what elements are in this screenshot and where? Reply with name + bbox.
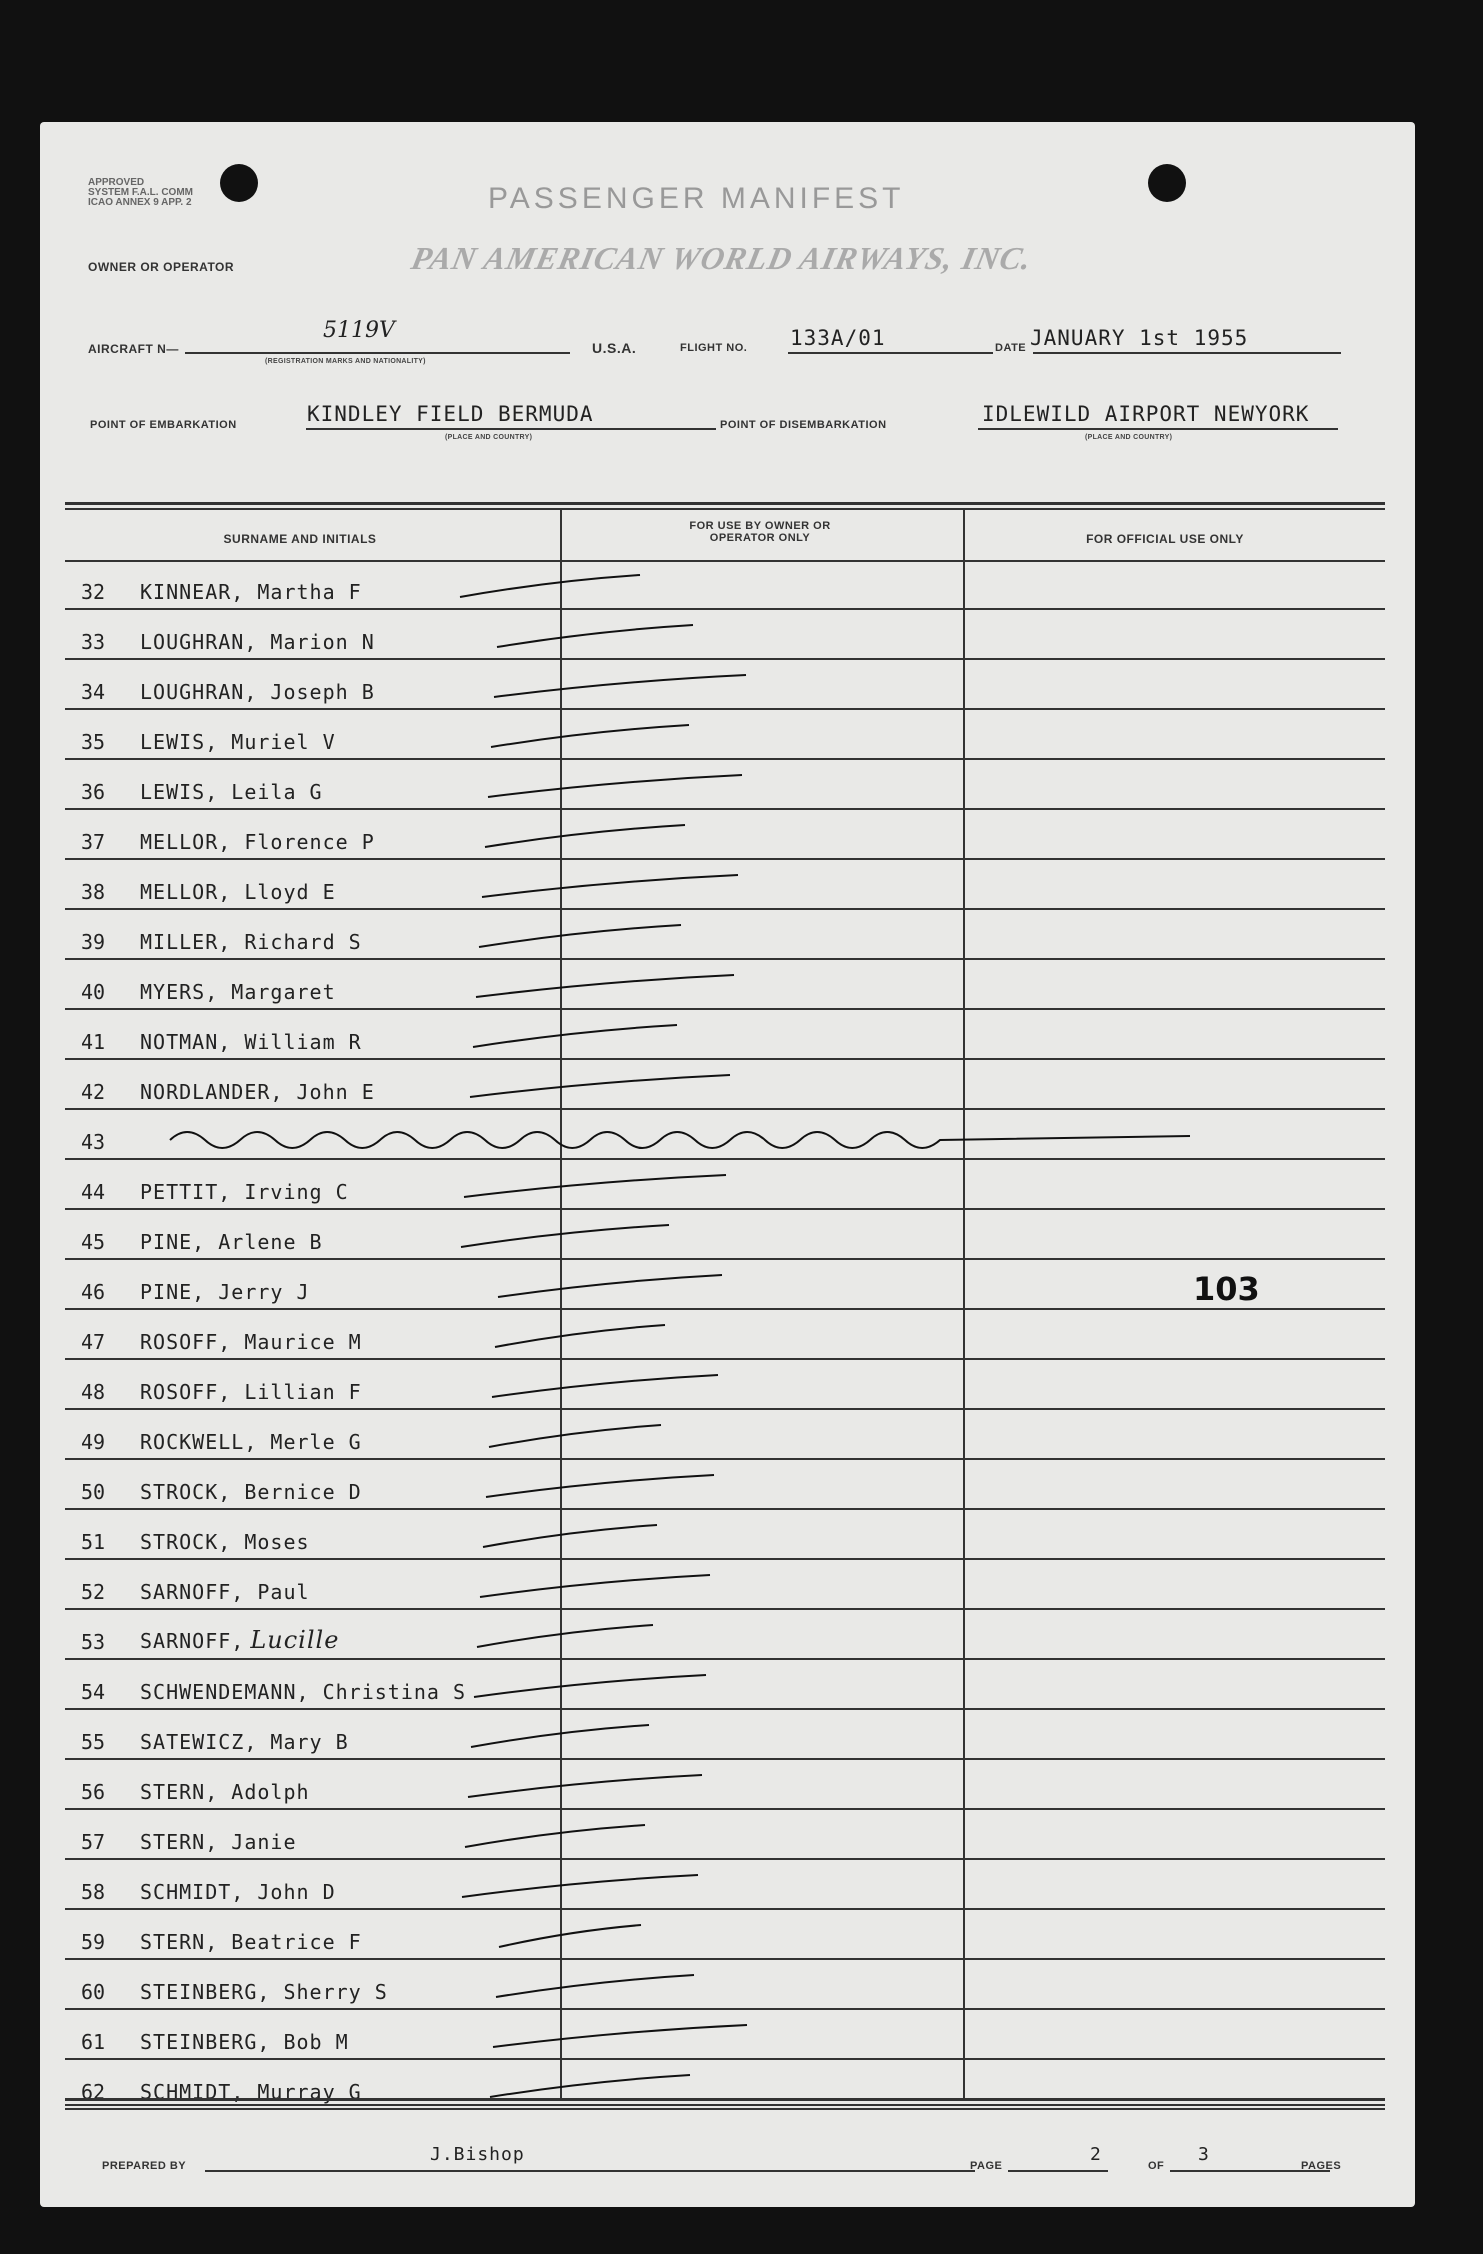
- passenger-name-text: STERN, Janie: [140, 1830, 297, 1854]
- check-mark: [494, 675, 746, 697]
- owner-label: OWNER OR OPERATOR: [88, 260, 235, 274]
- passenger-name-text: SCHMIDT, John D: [140, 1880, 336, 1904]
- passenger-name-text: STEINBERG, Bob M: [140, 2030, 349, 2054]
- disembark-sublabel: (PLACE AND COUNTRY): [1085, 434, 1173, 441]
- row-number: 57: [80, 1830, 106, 1854]
- column-header-owner: FOR USE BY OWNER OR OPERATOR ONLY: [689, 520, 831, 544]
- row-number: 49: [80, 1430, 106, 1454]
- row-number: 50: [80, 1480, 106, 1504]
- row-number: 47: [80, 1330, 106, 1354]
- prepared-label: PREPARED BY: [102, 2160, 187, 2172]
- check-mark: [493, 2025, 747, 2047]
- passenger-name-text: SARNOFF, Paul: [140, 1580, 310, 1604]
- passenger-name-text: ROCKWELL, Merle G: [140, 1430, 362, 1454]
- check-mark: [483, 1525, 657, 1547]
- row-number: 59: [80, 1930, 106, 1954]
- check-mark: [471, 1725, 649, 1747]
- flight-label: FLIGHT NO.: [680, 342, 748, 354]
- row-number: 35: [80, 730, 106, 754]
- passenger-name-text: NOTMAN, William R: [140, 1030, 362, 1054]
- row-number: 42: [80, 1080, 106, 1104]
- row-number: 58: [80, 1880, 106, 1904]
- passenger-name-text: ROSOFF, Lillian F: [140, 1380, 362, 1404]
- passenger-name-text: STERN, Adolph: [140, 1780, 310, 1804]
- row-number: 33: [80, 630, 106, 654]
- embark-value: KINDLEY FIELD BERMUDA: [307, 402, 594, 426]
- aircraft-sublabel: (REGISTRATION MARKS AND NATIONALITY): [265, 358, 426, 365]
- passenger-name-text: MELLOR, Florence P: [140, 830, 375, 854]
- aircraft-label: AIRCRAFT N—: [88, 342, 179, 356]
- strike-through-mark: [170, 1132, 1190, 1148]
- row-number: 39: [80, 930, 106, 954]
- check-mark: [490, 2075, 690, 2097]
- check-mark: [489, 1425, 661, 1447]
- row-number: 41: [80, 1030, 106, 1054]
- column-header-official: FOR OFFICIAL USE ONLY: [1086, 532, 1244, 546]
- row-number: 40: [80, 980, 106, 1004]
- check-mark: [499, 1925, 641, 1947]
- passenger-name-text: SCHMIDT, Murray G: [140, 2080, 362, 2104]
- passenger-name-text: MYERS, Margaret: [140, 980, 336, 1004]
- page-title: PASSENGER MANIFEST: [488, 182, 905, 215]
- check-mark: [485, 825, 685, 847]
- manifest-sheet: [40, 122, 1415, 2207]
- row-number: 48: [80, 1380, 106, 1404]
- row-number: 32: [80, 580, 106, 604]
- handwritten-name: Lucille: [250, 1626, 340, 1654]
- flight-value: 133A/01: [790, 326, 886, 350]
- embark-label: POINT OF EMBARKATION: [90, 419, 237, 431]
- usa-label: U.S.A.: [592, 340, 637, 356]
- check-mark: [464, 1175, 726, 1197]
- check-mark: [486, 1475, 714, 1497]
- pen-check-marks: [40, 122, 1415, 2207]
- row-number: 34: [80, 680, 106, 704]
- disembark-value: IDLEWILD AIRPORT NEWYORK: [982, 402, 1310, 426]
- aircraft-value: 5119V: [323, 318, 395, 343]
- check-mark: [497, 625, 693, 647]
- of-value: 3: [1198, 2144, 1210, 2165]
- embark-sublabel: (PLACE AND COUNTRY): [445, 434, 533, 441]
- row-number: 46: [80, 1280, 106, 1304]
- check-mark: [474, 1675, 706, 1697]
- page-value: 2: [1090, 2144, 1102, 2165]
- passenger-name-text: SATEWICZ, Mary B: [140, 1730, 349, 1754]
- check-mark: [491, 725, 689, 747]
- row-number: 44: [80, 1180, 106, 1204]
- check-mark: [492, 1375, 718, 1397]
- row-number: 37: [80, 830, 106, 854]
- row-number: 54: [80, 1680, 106, 1704]
- check-mark: [477, 1625, 653, 1647]
- row-number: 62: [80, 2080, 106, 2104]
- passenger-name-text: STROCK, Moses: [140, 1530, 310, 1554]
- passenger-name-text: PINE, Arlene B: [140, 1230, 323, 1254]
- check-mark: [480, 1575, 710, 1597]
- row-number: 55: [80, 1730, 106, 1754]
- passenger-name-text: ROSOFF, Maurice M: [140, 1330, 362, 1354]
- check-mark: [482, 875, 738, 897]
- passenger-name-text: LEWIS, Leila G: [140, 780, 323, 804]
- row-number: 51: [80, 1530, 106, 1554]
- row-number: 53: [80, 1630, 106, 1654]
- check-mark: [460, 575, 640, 597]
- passenger-name-text: LOUGHRAN, Joseph B: [140, 680, 375, 704]
- date-label: DATE: [995, 342, 1027, 354]
- of-label: OF: [1148, 2160, 1165, 2172]
- row-number: 61: [80, 2030, 106, 2054]
- disembark-label: POINT OF DISEMBARKATION: [720, 419, 887, 431]
- check-mark: [473, 1025, 677, 1047]
- column-header-surname: SURNAME AND INITIALS: [223, 532, 377, 546]
- check-mark: [465, 1825, 645, 1847]
- stamp-line: APPROVED: [88, 177, 145, 188]
- pages-label: PAGES: [1301, 2160, 1342, 2172]
- passenger-name-text: STROCK, Bernice D: [140, 1480, 362, 1504]
- row-number: 36: [80, 780, 106, 804]
- check-mark: [479, 925, 681, 947]
- check-mark: [495, 1325, 665, 1347]
- prepared-value: J.Bishop: [430, 2144, 525, 2165]
- stamp-line: SYSTEM F.A.L. COMM: [88, 187, 193, 198]
- row-number: 52: [80, 1580, 106, 1604]
- check-mark: [461, 1225, 669, 1247]
- passenger-name-text: PINE, Jerry J: [140, 1280, 310, 1304]
- check-mark: [496, 1975, 694, 1997]
- passenger-name-text: STEINBERG, Sherry S: [140, 1980, 388, 2004]
- row-number: 45: [80, 1230, 106, 1254]
- passenger-name-text: LEWIS, Muriel V: [140, 730, 336, 754]
- official-note: 103: [1193, 1270, 1260, 1308]
- check-mark: [488, 775, 742, 797]
- stamp-line: ICAO ANNEX 9 APP. 2: [88, 197, 192, 208]
- check-mark: [498, 1275, 722, 1297]
- passenger-name-text: NORDLANDER, John E: [140, 1080, 375, 1104]
- passenger-name-text: KINNEAR, Martha F: [140, 580, 362, 604]
- passenger-name-text: MILLER, Richard S: [140, 930, 362, 954]
- passenger-name-text: SCHWENDEMANN, Christina S: [140, 1680, 467, 1704]
- row-number: 56: [80, 1780, 106, 1804]
- passenger-name-text: SARNOFF,: [140, 1629, 245, 1653]
- check-mark: [468, 1775, 702, 1797]
- row-number: 60: [80, 1980, 106, 2004]
- check-mark: [462, 1875, 698, 1897]
- row-number: 38: [80, 880, 106, 904]
- date-value: JANUARY 1st 1955: [1030, 326, 1249, 350]
- airline-name: PAN AMERICAN WORLD AIRWAYS, INC.: [408, 240, 1036, 276]
- passenger-name-text: MELLOR, Lloyd E: [140, 880, 336, 904]
- check-mark: [470, 1075, 730, 1097]
- passenger-name-text: PETTIT, Irving C: [140, 1180, 349, 1204]
- passenger-name-text: LOUGHRAN, Marion N: [140, 630, 375, 654]
- row-number: 43: [80, 1130, 106, 1154]
- passenger-name-text: STERN, Beatrice F: [140, 1930, 362, 1954]
- page-label: PAGE: [970, 2160, 1003, 2172]
- check-mark: [476, 975, 734, 997]
